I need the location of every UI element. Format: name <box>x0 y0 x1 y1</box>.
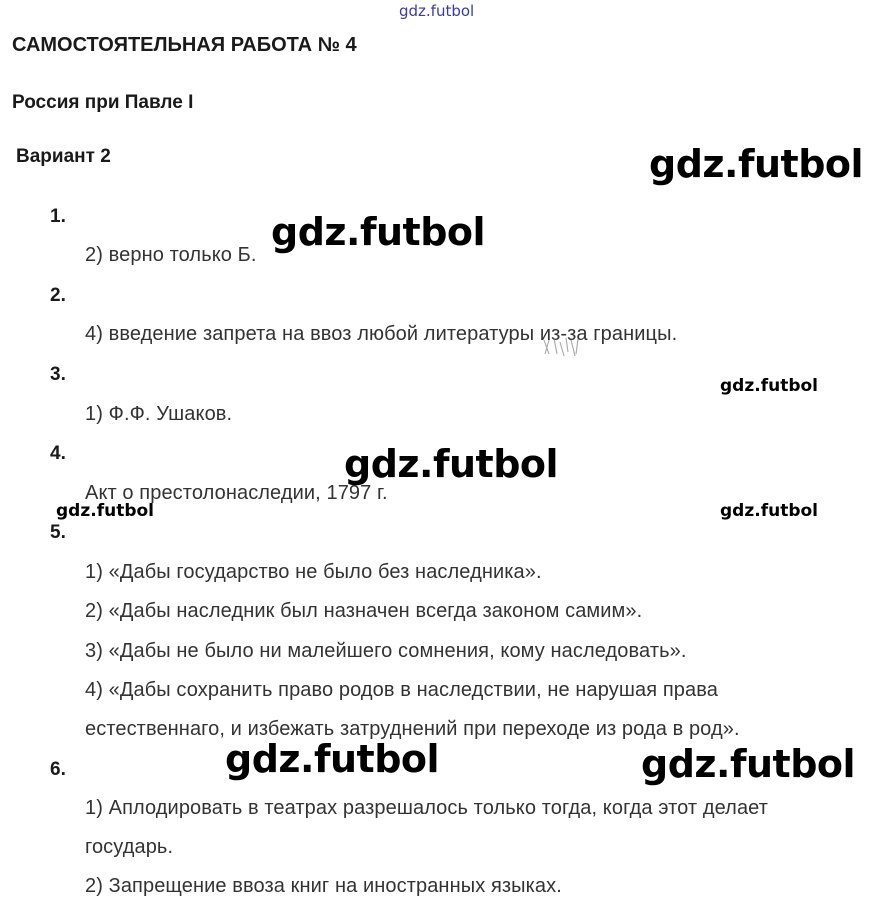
scan-smudge <box>540 334 590 358</box>
answer-line: естественнаго, и избежать затруднений при переходе из рода в род». <box>85 718 740 740</box>
topic-heading: Россия при Павле I <box>12 92 194 113</box>
page-title: САМОСТОЯТЕЛЬНАЯ РАБОТА № 4 <box>12 34 357 56</box>
answer-line: 1) Ф.Ф. Ушаков. <box>85 403 233 425</box>
question-number: 6. <box>50 759 66 780</box>
answer-line: Акт о престолонаследии, 1797 г. <box>85 482 388 504</box>
answer-line: 4) введение запрета на ввоз любой литературы из-за границы. <box>85 323 678 345</box>
answer-line: 2) верно только Б. <box>85 244 257 266</box>
answer-line: 2) «Дабы наследник был назначен всегда законом самим». <box>85 600 643 622</box>
watermark-top: gdz.futbol <box>399 2 475 20</box>
watermark: gdz.futbol <box>649 142 864 186</box>
question-number: 2. <box>50 285 66 306</box>
watermark-small: gdz.futbol <box>56 501 154 521</box>
question-number: 1. <box>50 206 66 227</box>
question-number: 3. <box>50 364 66 385</box>
answer-line: 2) Запрещение ввоза книг на иностранных языках. <box>85 875 562 897</box>
watermark-small: gdz.futbol <box>720 501 818 521</box>
answer-line: 1) «Дабы государство не было без наследника». <box>85 561 542 583</box>
answer-line: 1) Аплодировать в театрах разрешалось только тогда, когда этот делает <box>85 797 768 819</box>
answer-line: 3) «Дабы не было ни малейшего сомнения, кому наследовать». <box>85 640 687 662</box>
question-number: 4. <box>50 443 66 464</box>
watermark: gdz.futbol <box>225 737 440 781</box>
question-number: 5. <box>50 522 66 543</box>
watermark: gdz.futbol <box>344 442 559 486</box>
answer-line: 4) «Дабы сохранить право родов в наследствии, не нарушая права <box>85 679 718 701</box>
variant-heading: Вариант 2 <box>16 146 111 167</box>
watermark: gdz.futbol <box>641 742 856 786</box>
answer-line: государь. <box>85 836 174 858</box>
watermark: gdz.futbol <box>271 210 486 254</box>
watermark-small: gdz.futbol <box>720 376 818 396</box>
